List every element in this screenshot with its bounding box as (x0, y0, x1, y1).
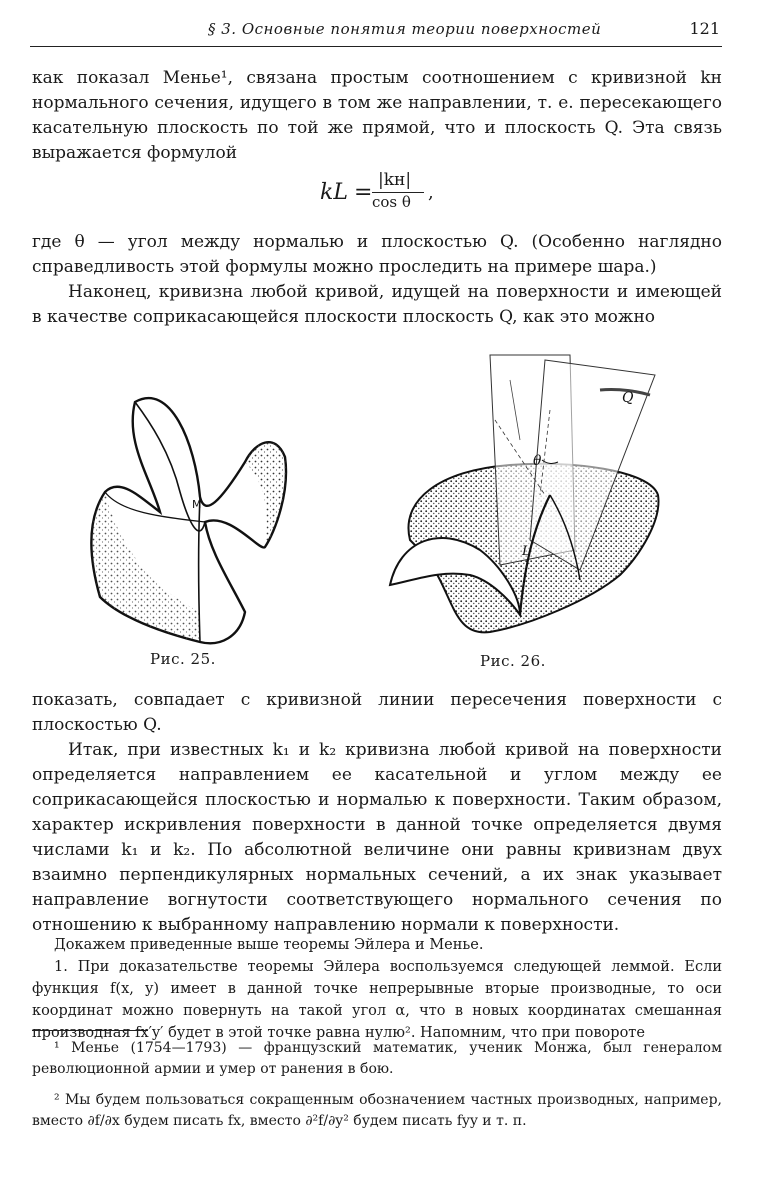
running-header (30, 18, 722, 47)
figure-25-saddle-surface (80, 382, 310, 652)
figure-25-caption: Рис. 25. (150, 650, 216, 668)
paragraph-conclusion-end: показать, совпадает с кривизной линии пересечения поверхности с плоскостью Q. (32, 690, 722, 735)
meunier-formula (320, 172, 460, 216)
formula-numerator: |kн| (378, 170, 412, 190)
paragraph-proof-intro: Докажем приведенные выше теоремы Эйлера и Менье. (54, 937, 484, 953)
footnote-1: ¹ Менье (1754—1793) — французский математик, ученик Монжа, был генералом революционной армии и умер от ранения в бою. (32, 1040, 722, 1077)
paragraph-lemma: 1. При доказательстве теоремы Эйлера воспользуемся следующей леммой. Если функция f(x, y) имеет в данной точке непрерывные вторые производные, то оси координат можно повернуть на такой угол α, что в новых координатах смешанная производная fx′y′ будет в этой точке равна нулю². Напомним, что при повороте (32, 959, 722, 1041)
paragraph-theta-definition: где θ — угол между нормалью и плоскостью Q. (Особенно наглядно справедливость этой формулы можно проследить на примере шара.) (32, 232, 722, 277)
paragraph-k1-k2: Итак, при известных k₁ и k₂ кривизна любой кривой на поверхности определяется направлением ее касательной и углом между ее соприкасающейся плоскостью и нормалью к поверхности. Таким образом, характер искривления поверхности в данной точке определяется двумя числами k₁ и k₂. По абсолютной величине они равны кривизнам двух взаимно перпендикулярных нормальных сечений, а их знак указывает направление вогнутости соответствующего нормального сечения по отношению к выбранному направлению нормали к поверхности. (32, 740, 722, 935)
plane-label-q: Q (622, 390, 634, 406)
footnote-rule (32, 1030, 148, 1031)
section-title: § 3. Основные понятия теории поверхностей (208, 20, 602, 38)
page-number: 121 (689, 19, 720, 38)
paragraph-meunier-intro: как показал Менье¹, связана простым соотношением с кривизной kн нормального сечения, идущего в том же направлении, т. е. пересекающего касательную плоскость по той же прямой, что и плоскость Q. Эта связь выражается формулой (32, 68, 722, 163)
formula-denominator: cos θ (372, 193, 411, 211)
curve-label-l: L (522, 544, 531, 559)
formula-comma: , (428, 182, 434, 203)
paragraph-conclusion-start: Наконец, кривизна любой кривой, идущей на поверхности и имеющей в качестве соприкасающейся плоскости плоскость Q, как это можно (32, 282, 722, 327)
footnote-2: ² Мы будем пользоваться сокращенным обозначением частных производных, например, вместо ∂f/∂x будем писать fx, вместо ∂²f/∂y² будем писать fyy и т. п. (32, 1092, 722, 1129)
figure-26-caption: Рис. 26. (480, 652, 546, 670)
figure-26-meunier-planes (370, 350, 670, 640)
formula-equals: = (354, 180, 373, 205)
point-label-m: M (192, 498, 202, 511)
formula-lhs: kL (320, 180, 348, 205)
angle-label-theta: θ (533, 453, 542, 469)
